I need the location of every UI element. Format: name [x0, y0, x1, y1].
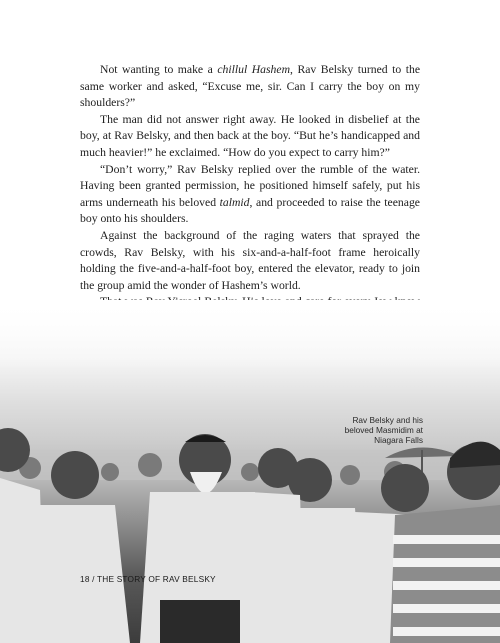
body-paragraph [80, 162, 420, 228]
crowd-silhouette [0, 300, 500, 643]
group-photo [0, 300, 500, 643]
caption-line: Niagara Falls [374, 435, 423, 446]
text-run: The man did not answer right away. He looked in disbelief at the boy, at Rav Belsky, and then back at the boy. “But he’s handicapped and much heavier!” he exclaimed. “How do you expect to carry him?” [80, 112, 420, 159]
text-run: , and proceeded to raise the teenage boy onto his shoulders. [80, 195, 420, 226]
text-run: Against the background of the raging waters that sprayed the crowds, Rav Belsky, with his six-and-a-half-foot frame heroically holding the five-and-a-half-foot boy, entered the elevator, ready to join the group amid the wonder of Hashem’s world. [80, 228, 420, 292]
body-paragraph [80, 112, 420, 162]
text-run: “Don’t worry,” Rav Belsky replied over the rumble of the water. Having been granted permission, he positioned himself safely, put his arms underneath his beloved [80, 162, 420, 209]
body-paragraph [80, 62, 420, 112]
photo-caption [283, 415, 423, 446]
text-run: , Rav Belsky turned to the same worker and asked, “Excuse me, sir. Can I carry the boy on my shoulders?” [80, 63, 420, 110]
caption-line: Rav Belsky and his [352, 415, 423, 425]
caption-line: beloved Masmidim at [344, 425, 423, 436]
page-folio: 18 / THE STORY OF RAV BELSKY [80, 574, 216, 584]
text-run: Not wanting to make a [100, 63, 218, 76]
italic-term: talmid [219, 195, 250, 209]
italic-term: chillul Hashem [217, 63, 291, 76]
body-paragraph [80, 228, 420, 294]
